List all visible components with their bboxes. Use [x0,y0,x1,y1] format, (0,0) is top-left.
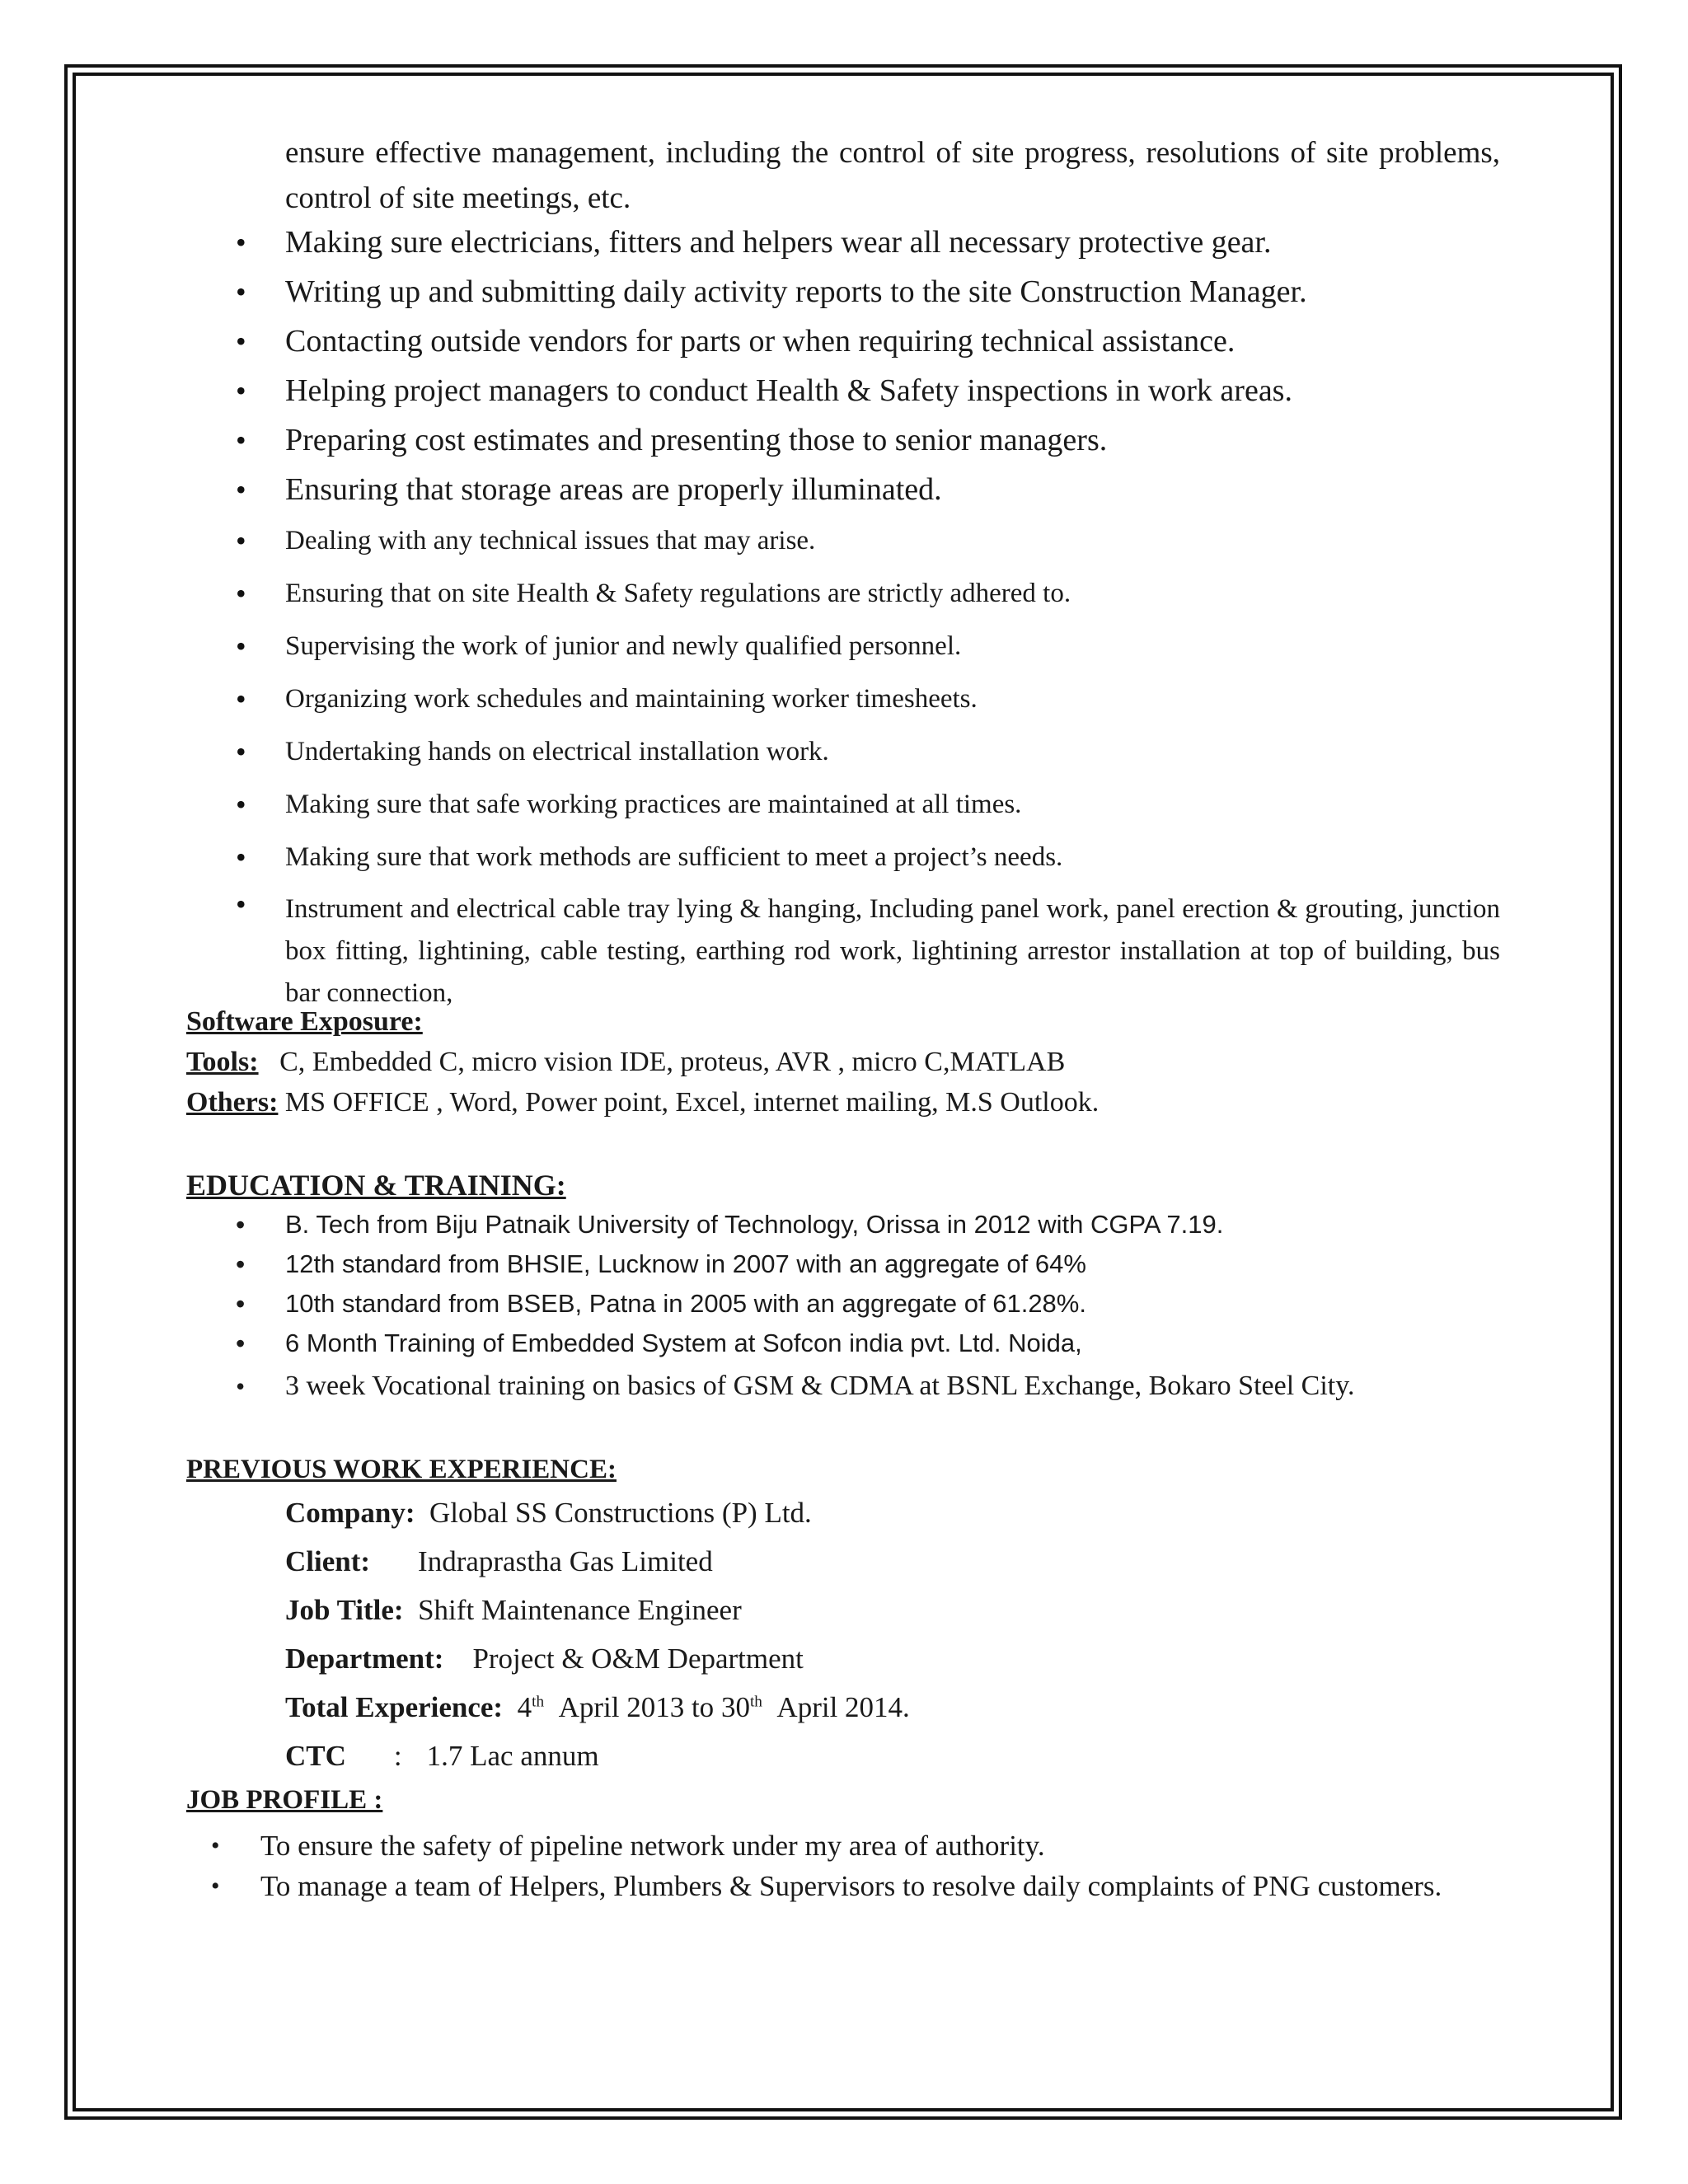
list-item: • Making sure that work methods are sufficient to meet a project’s needs. [236,831,1500,883]
ctc-row [285,1732,910,1780]
software-heading: Software Exposure: [186,1006,423,1037]
start-rest: April 2013 to [558,1691,715,1723]
start-day: 4 [517,1691,532,1723]
ctc-label: CTC [285,1740,346,1772]
client-row [285,1537,910,1586]
list-item: • To manage a team of Helpers, Plumbers & Supervisors to resolve daily complaints of PNG customers. [211,1866,1500,1906]
list-item: • Organizing work schedules and maintaining worker timesheets. [236,673,1500,725]
list-item: • 6 Month Training of Embedded System at Sofcon india pvt. Ltd. Noida, [236,1324,1500,1363]
list-item: • Making sure that safe working practices are maintained at all times. [236,778,1500,831]
list-item: • Writing up and submitting daily activity reports to the site Construction Manager. [236,267,1500,316]
job-title-row [285,1586,910,1634]
list-item: • 3 week Vocational training on basics of GSM & CDMA at BSNL Exchange, Bokaro Steel City. [236,1363,1500,1409]
list-item: • 10th standard from BSEB, Patna in 2005 with an aggregate of 61.28%. [236,1284,1500,1324]
experience-heading: PREVIOUS WORK EXPERIENCE: [186,1455,617,1484]
list-item: • Preparing cost estimates and presenting those to senior managers. [236,415,1500,465]
list-item: • Making sure electricians, fitters and helpers wear all necessary protective gear. [236,218,1500,267]
list-item: • Undertaking hands on electrical installation work. [236,725,1500,778]
company-label: Company: [285,1497,415,1529]
job-profile-heading: JOB PROFILE : [186,1785,383,1815]
job-title-label: Job Title: [285,1594,404,1626]
others-value: MS OFFICE , Word, Power point, Excel, internet mailing, M.S Outlook. [284,1087,1100,1118]
department-value: Project & O&M Department [472,1643,804,1675]
start-day-suffix: th [532,1693,545,1711]
end-rest: April 2014. [776,1691,910,1723]
duties-list [236,218,1500,1015]
total-experience-row [285,1683,910,1732]
education-heading: EDUCATION & TRAINING: [186,1169,566,1202]
continuation-paragraph: ensure effective management, including the control of site progress, resolutions of site problems, control of site meetings, etc. [285,136,1500,215]
experience-details [285,1488,910,1780]
department-row [285,1634,910,1683]
list-item: • B. Tech from Biju Patnaik University of Technology, Orissa in 2012 with CGPA 7.19. [236,1205,1500,1244]
total-experience-label: Total Experience: [285,1691,504,1723]
list-item: • Supervising the work of junior and newly qualified personnel. [236,620,1500,673]
list-item: • To ensure the safety of pipeline network under my area of authority. [211,1825,1500,1866]
list-item: • 12th standard from BHSIE, Lucknow in 2007 with an aggregate of 64% [236,1244,1500,1284]
list-item: • Helping project managers to conduct Health & Safety inspections in work areas. [236,366,1500,415]
department-label: Department: [285,1643,444,1675]
ctc-value: 1.7 Lac annum [426,1740,599,1772]
software-section [186,1001,1500,1122]
others-label: Others: [186,1087,279,1118]
client-label: Client: [285,1545,371,1577]
list-item: • Ensuring that storage areas are properly illuminated. [236,465,1500,514]
ctc-separator: : [393,1740,402,1772]
list-item: • Dealing with any technical issues that may arise. [236,514,1500,567]
job-profile-list [211,1825,1500,1906]
tools-value: C, Embedded C, micro vision IDE, proteus, AVR , micro C,MATLAB [279,1047,1066,1077]
end-day: 30 [720,1691,750,1723]
list-item: • Ensuring that on site Health & Safety regulations are strictly adhered to. [236,567,1500,620]
list-item: • Instrument and electrical cable tray lying & hanging, Including panel work, panel erection & grouting, junction box fitting, lightining, cable testing, earthing rod work, lightining arrestor installation at top of building, bus bar connection, [236,883,1500,1015]
company-row [285,1488,910,1537]
client-value: Indraprastha Gas Limited [418,1545,713,1577]
list-item: • Contacting outside vendors for parts or when requiring technical assistance. [236,316,1500,366]
education-list [236,1205,1500,1409]
job-title-value: Shift Maintenance Engineer [418,1594,742,1626]
company-value: Global SS Constructions (P) Ltd. [429,1497,812,1529]
tools-label: Tools: [186,1047,259,1077]
end-day-suffix: th [749,1693,762,1711]
